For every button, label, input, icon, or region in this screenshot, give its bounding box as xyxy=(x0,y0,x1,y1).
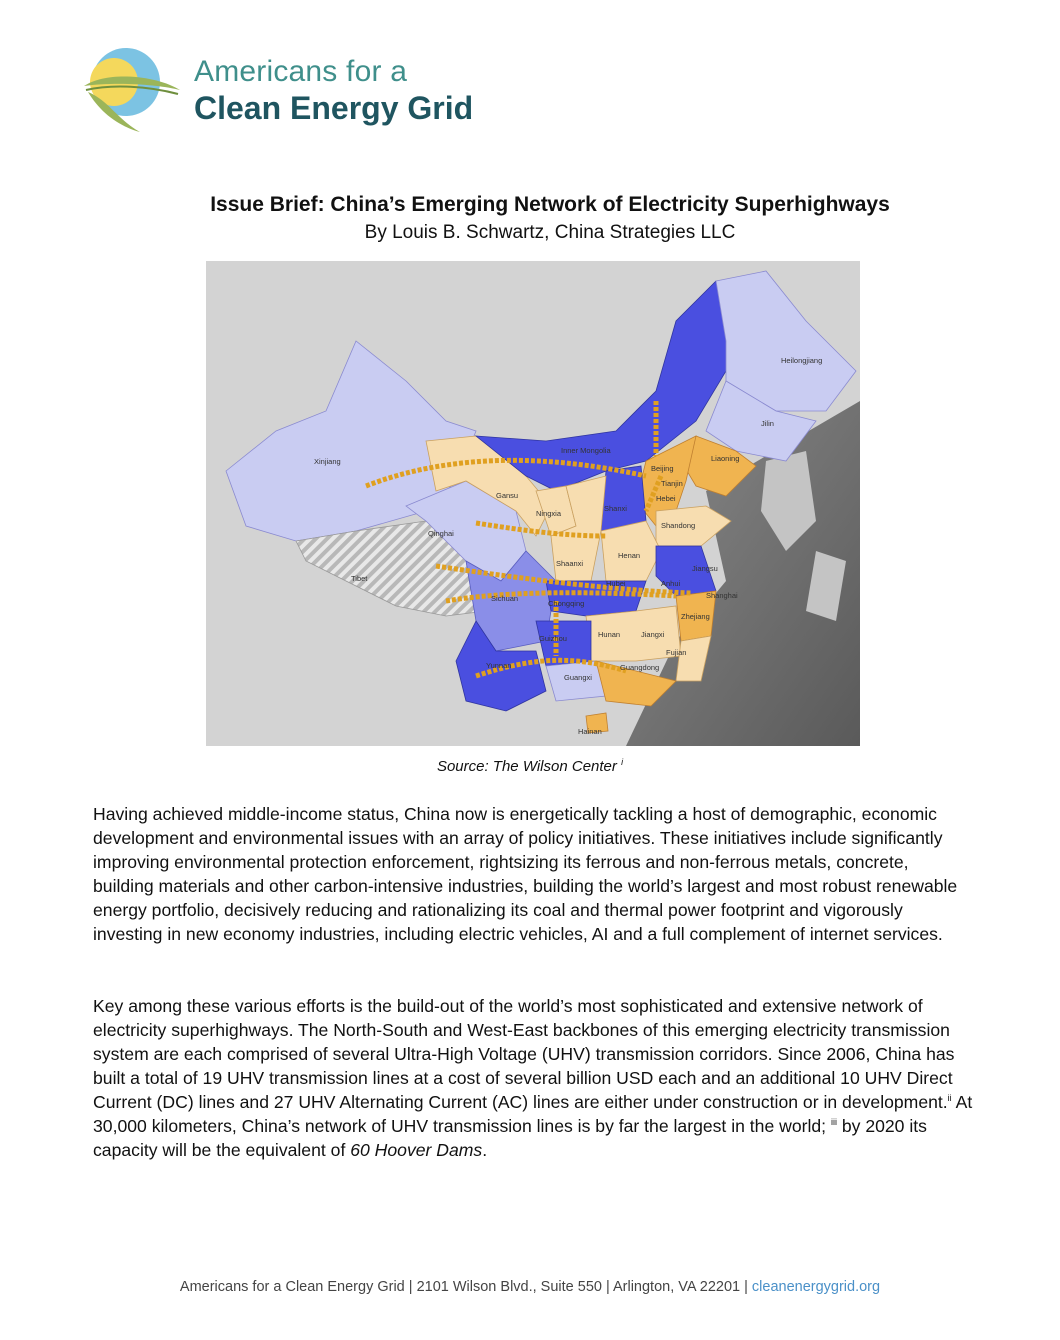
logo-text-line2: Clean Energy Grid xyxy=(194,90,474,126)
paragraph-2-text-b: At 30,000 kilometers, China’s network of UHV transmission lines is by far the largest in the world; xyxy=(93,1092,973,1136)
document-title: Issue Brief: China’s Emerging Network of Electricity Superhighways xyxy=(210,193,890,216)
paragraph-2 xyxy=(93,994,973,1162)
paragraph-2-text-d: . xyxy=(482,1140,488,1160)
label-zhejiang: Zhejiang xyxy=(681,612,710,621)
label-hubei: Hubei xyxy=(606,579,626,588)
footer-website-link[interactable]: cleanenergygrid.org xyxy=(751,1279,881,1295)
byline: By Louis B. Schwartz, China Strategies LLC xyxy=(364,222,736,243)
paragraph-2-text-a: Key among these various efforts is the build-out of the world’s most sophisticated and extensive network of electricity superhighways. The North-South and West-East backbones of this emerging electricity transmission system are each comprised of several Ultra-High Voltage (UHV) transmission corridors. Since 2006, China has built a total of 19 UHV transmission lines at a cost of several billion USD each and an additional 10 UHV Direct Current (DC) lines and 27 UHV Alternating Current (AC) lines are either under construction or in development. xyxy=(93,996,955,1112)
label-hebei: Hebei xyxy=(656,494,676,503)
label-sichuan: Sichuan xyxy=(491,594,519,603)
label-hainan: Hainan xyxy=(578,727,602,736)
label-shanghai: Shanghai xyxy=(706,591,738,600)
label-heilongjiang: Heilongjiang xyxy=(781,356,823,365)
map-caption xyxy=(300,757,760,775)
label-shandong: Shandong xyxy=(661,521,696,530)
footnote-marker-iii[interactable]: iii xyxy=(830,1117,837,1128)
label-yunnan: Yunnan xyxy=(486,661,512,670)
label-guangxi: Guangxi xyxy=(564,673,592,682)
label-inner-mongolia: Inner Mongolia xyxy=(561,446,611,455)
logo xyxy=(78,40,478,140)
label-shaanxi: Shaanxi xyxy=(556,559,584,568)
label-anhui: Anhui xyxy=(661,579,681,588)
label-jiangxi: Jiangxi xyxy=(641,630,665,639)
footnote-marker-ii[interactable]: ii xyxy=(947,1093,952,1104)
label-liaoning: Liaoning xyxy=(711,454,740,463)
label-guangdong: Guangdong xyxy=(620,663,660,672)
label-jiangsu: Jiangsu xyxy=(692,564,718,573)
label-tianjin: Tianjin xyxy=(661,479,683,488)
logo-sun-leaf-icon xyxy=(78,40,188,140)
label-henan: Henan xyxy=(618,551,641,560)
label-jilin: Jilin xyxy=(761,419,774,428)
label-beijing: Beijing xyxy=(651,464,674,473)
paragraph-2-emphasis: 60 Hoover Dams xyxy=(350,1140,483,1160)
label-gansu: Gansu xyxy=(496,491,519,500)
caption-footnote-marker[interactable]: i xyxy=(621,757,624,767)
footer-text: Americans for a Clean Energy Grid | 2101 Wilson Blvd., Suite 550 | Arlington, VA 22201 | xyxy=(179,1279,752,1295)
label-qinghai: Qinghai xyxy=(428,529,454,538)
label-xinjiang: Xinjiang xyxy=(314,457,341,466)
label-shanxi: Shanxi xyxy=(604,504,627,513)
paragraph-1: Having achieved middle-income status, China now is energetically tackling a host of demographic, economic development and environmental issues with an array of policy initiatives. These initiatives include significantly improving environmental protection enforcement, rightsizing its ferrous and non-ferrous metals, concrete, building materials and other carbon-intensive industries, building the world’s largest and most robust renewable energy portfolio, decisively reducing and rationalizing its coal and thermal power footprint and vigorously investing in new economy industries, including electric vehicles, AI and a full complement of internet services. xyxy=(93,804,958,944)
label-ningxia: Ningxia xyxy=(536,509,562,518)
label-fujian: Fujian xyxy=(666,648,687,657)
china-transmission-map xyxy=(206,261,860,746)
footer xyxy=(0,1279,1060,1295)
logo-text-line1: Americans for a xyxy=(194,55,408,88)
label-chongqing: Chongqing xyxy=(548,599,585,608)
label-hunan: Hunan xyxy=(598,630,621,639)
caption-text: Source: The Wilson Center xyxy=(436,758,617,775)
label-tibet: Tibet xyxy=(351,574,368,583)
paragraph-2-text-c: by 2020 its capacity will be the equivalent of xyxy=(93,1116,927,1160)
label-guizhou: Guizhou xyxy=(539,634,567,643)
